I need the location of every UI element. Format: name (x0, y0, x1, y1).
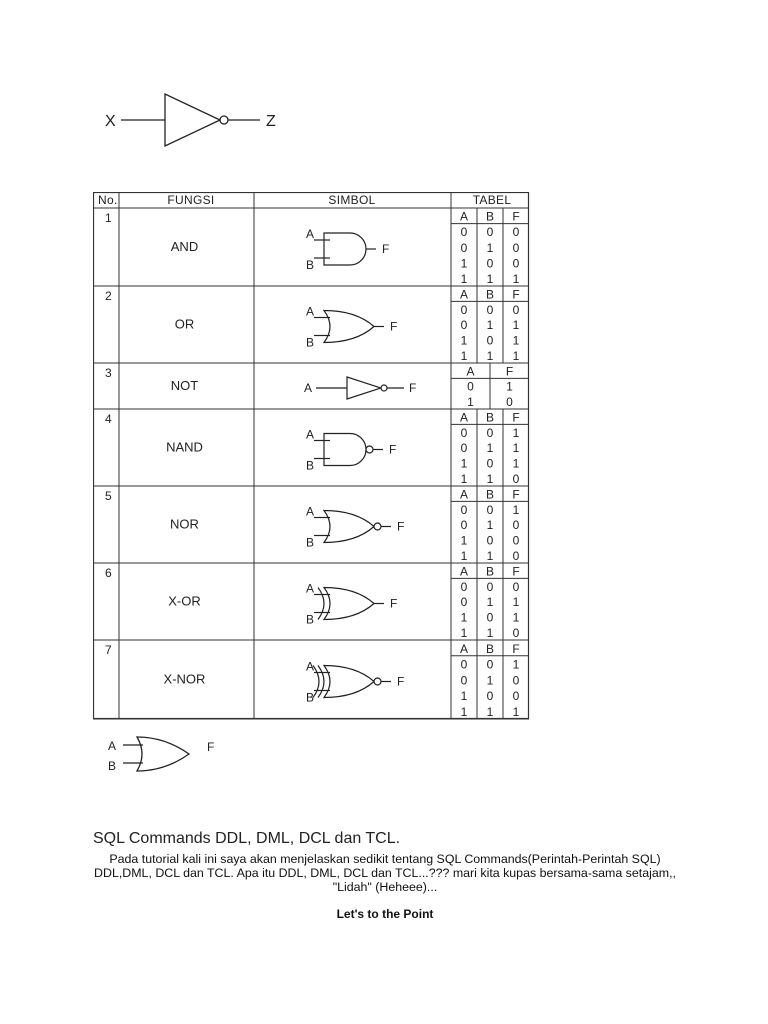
truth-table-value: 1 (460, 626, 468, 640)
or-input-b-label: B (108, 759, 117, 773)
nand-gate-icon (306, 428, 396, 473)
gate-input-b-label: B (306, 612, 315, 627)
truth-table-header: B (485, 487, 495, 502)
truth-table-header: B (485, 564, 495, 579)
truth-table-value: 0 (512, 579, 520, 594)
row-number: 7 (105, 643, 112, 657)
truth-table-value: 1 (486, 518, 494, 533)
truth-table-value: 1 (512, 502, 520, 517)
gate-output-label: F (397, 519, 405, 534)
truth-table-value: 1 (512, 425, 520, 440)
truth-table-value: 0 (460, 240, 468, 255)
function-name: AND (170, 239, 199, 254)
row-number: 2 (105, 289, 112, 303)
truth-table (460, 210, 520, 286)
truth-table-value: 1 (486, 549, 494, 563)
truth-table-value: 1 (460, 256, 468, 271)
truth-table-value: 0 (512, 302, 520, 317)
truth-table-value: 1 (486, 349, 494, 363)
truth-table (460, 287, 520, 363)
header-no: No. (98, 193, 118, 207)
truth-table (460, 410, 520, 486)
truth-table-header: F (505, 364, 514, 379)
function-name: OR (174, 316, 195, 332)
logic-gate-table (93, 192, 533, 720)
truth-table-value: 0 (512, 689, 520, 704)
truth-table-value: 0 (460, 673, 468, 688)
truth-table-value: 0 (486, 502, 494, 517)
truth-table-value: 0 (460, 302, 468, 317)
or-output-label: F (207, 740, 215, 754)
truth-table-value: 1 (512, 610, 520, 625)
gate-input-a-label: A (306, 504, 315, 519)
truth-table (460, 487, 520, 563)
gate-input-b-label: B (306, 458, 315, 473)
truth-table-value: 1 (460, 549, 468, 563)
truth-table-value: 0 (460, 657, 468, 672)
gate-input-a-label: A (306, 659, 315, 674)
gate-input-b-label: B (306, 335, 315, 350)
truth-table-header: B (485, 410, 495, 425)
truth-table-value: 1 (512, 441, 520, 456)
truth-table-value: 1 (486, 626, 494, 640)
truth-table-value: 0 (486, 689, 494, 704)
truth-table-value: 0 (486, 657, 494, 672)
or-gate-diagram (103, 733, 233, 775)
truth-table-value: 0 (512, 472, 520, 486)
truth-table-value: 0 (512, 518, 520, 533)
truth-table-header: F (512, 209, 520, 224)
truth-table-value: 0 (512, 626, 520, 640)
inverter-bubble-icon (220, 116, 228, 124)
truth-table (460, 564, 520, 640)
row-number: 5 (105, 489, 112, 503)
truth-table-value: 0 (486, 579, 494, 594)
truth-table-header: B (485, 287, 495, 302)
or-input-a-label: A (108, 739, 117, 753)
truth-table-header: B (485, 641, 495, 656)
row-number: 3 (105, 366, 112, 380)
article-lead: Let's to the Point (336, 907, 434, 921)
gate-output-label: F (390, 596, 398, 611)
gate-input-b-label: B (306, 690, 315, 705)
truth-table-value: 1 (460, 472, 468, 486)
row-number: 4 (105, 412, 112, 426)
truth-table-header: F (512, 287, 520, 302)
function-name: NOR (170, 516, 199, 532)
truth-table-value: 0 (486, 610, 494, 625)
gate-input-a-label: A (304, 381, 313, 395)
truth-table-value: 0 (460, 518, 468, 533)
truth-table-value: 1 (512, 705, 520, 719)
inverter-input-label: X (105, 113, 116, 130)
truth-table-value: 1 (467, 395, 474, 409)
truth-table-header: B (485, 209, 495, 224)
truth-table-value: 0 (460, 225, 468, 240)
or-gate-icon (137, 737, 189, 771)
gate-input-a-label: A (306, 427, 315, 442)
gate-input-b-label: B (306, 258, 315, 272)
gate-output-label: F (390, 319, 398, 334)
inverter-triangle-icon (165, 94, 220, 146)
truth-table-value: 0 (506, 395, 513, 409)
truth-table-value: 1 (486, 272, 494, 286)
gate-output-label: F (389, 442, 397, 457)
truth-table-value: 1 (486, 240, 494, 255)
truth-table-value: 0 (460, 502, 468, 517)
truth-table-value: 0 (512, 533, 520, 548)
gate-output-label: F (397, 674, 405, 689)
truth-table-value: 1 (486, 705, 494, 719)
truth-table-value: 0 (512, 240, 520, 255)
truth-table-value: 1 (460, 610, 468, 625)
not-gate-icon (304, 377, 416, 399)
truth-table-header: A (466, 364, 475, 379)
and-gate-icon (306, 227, 389, 272)
truth-table-value: 0 (486, 425, 494, 440)
truth-table-value: 1 (460, 272, 468, 286)
xnor-gate-icon (306, 660, 404, 705)
truth-table-header: A (459, 487, 469, 502)
article-title: SQL Commands DDL, DML, DCL dan TCL. (93, 830, 401, 847)
truth-table-value: 0 (460, 318, 468, 333)
truth-table-value: 1 (460, 533, 468, 548)
truth-table-value: 1 (486, 441, 494, 456)
article-intro: Pada tutorial kali ini saya akan menjelaskan sedikit tentang SQL Commands(Perintah-Perintah SQL) DDL,DML, DCL dan TCL. Apa itu DDL, DML, DCL dan TCL...??? mari kita kupas bersama-sama setajam,, "Lidah" (Heheee)... (94, 852, 676, 894)
header-tabel: TABEL (472, 193, 512, 207)
truth-table-value: 1 (512, 595, 520, 610)
xor-gate-icon (306, 582, 397, 627)
truth-table-header: A (459, 287, 469, 302)
truth-table-value: 1 (460, 705, 468, 719)
nor-gate-icon (306, 505, 404, 550)
truth-table-value: 0 (460, 595, 468, 610)
gate-input-a-label: A (306, 581, 315, 596)
gate-input-a-label: A (306, 227, 315, 241)
truth-table-value: 0 (486, 256, 494, 271)
truth-table-value: 0 (512, 256, 520, 271)
truth-table-value: 1 (486, 673, 494, 688)
truth-table-value: 0 (486, 333, 494, 348)
header-simbol: SIMBOL (328, 193, 376, 207)
truth-table-header: A (459, 209, 469, 224)
truth-table-value: 1 (460, 456, 468, 471)
truth-table-value: 0 (486, 456, 494, 471)
function-name: NAND (166, 439, 203, 455)
truth-table (460, 642, 520, 719)
truth-table-value: 1 (512, 657, 520, 672)
truth-table-value: 1 (512, 272, 520, 286)
truth-table-header: F (512, 487, 520, 502)
gate-output-label: F (409, 381, 417, 395)
truth-table-value: 0 (460, 441, 468, 456)
truth-table-value: 0 (512, 673, 520, 688)
truth-table-header: F (512, 564, 520, 579)
truth-table-header: F (512, 641, 520, 656)
truth-table-value: 1 (486, 595, 494, 610)
function-name: NOT (170, 378, 199, 393)
truth-table-value: 1 (460, 349, 468, 363)
truth-table-value: 1 (512, 456, 520, 471)
truth-table-value: 0 (467, 379, 474, 394)
inverter-diagram (95, 88, 295, 152)
truth-table-header: A (459, 641, 469, 656)
truth-table-header: A (459, 410, 469, 425)
gate-input-a-label: A (306, 304, 315, 319)
function-name: X-OR (168, 593, 201, 609)
gate-output-label: F (382, 242, 390, 256)
gate-input-b-label: B (306, 535, 315, 550)
function-name: X-NOR (163, 671, 206, 687)
truth-table-value: 1 (460, 689, 468, 704)
header-fungsi: FUNGSI (167, 193, 215, 207)
truth-table-value: 0 (512, 549, 520, 563)
truth-table-value: 0 (486, 302, 494, 317)
truth-table-value: 1 (486, 472, 494, 486)
truth-table-value: 0 (512, 225, 520, 240)
truth-table-value: 1 (512, 349, 520, 363)
truth-table-value: 0 (486, 533, 494, 548)
truth-table-value: 0 (460, 425, 468, 440)
row-number: 1 (105, 211, 112, 225)
or-gate-icon (306, 305, 397, 350)
truth-table-header: F (512, 410, 520, 425)
truth-table-value: 1 (506, 379, 513, 394)
truth-table-value: 1 (486, 318, 494, 333)
row-number: 6 (105, 566, 112, 580)
truth-table-header: A (459, 564, 469, 579)
truth-table-value: 1 (512, 333, 520, 348)
truth-table-value: 0 (460, 579, 468, 594)
inverter-output-label: Z (266, 113, 276, 130)
truth-table-value: 0 (486, 225, 494, 240)
truth-table-value: 1 (460, 333, 468, 348)
truth-table-value: 1 (512, 318, 520, 333)
